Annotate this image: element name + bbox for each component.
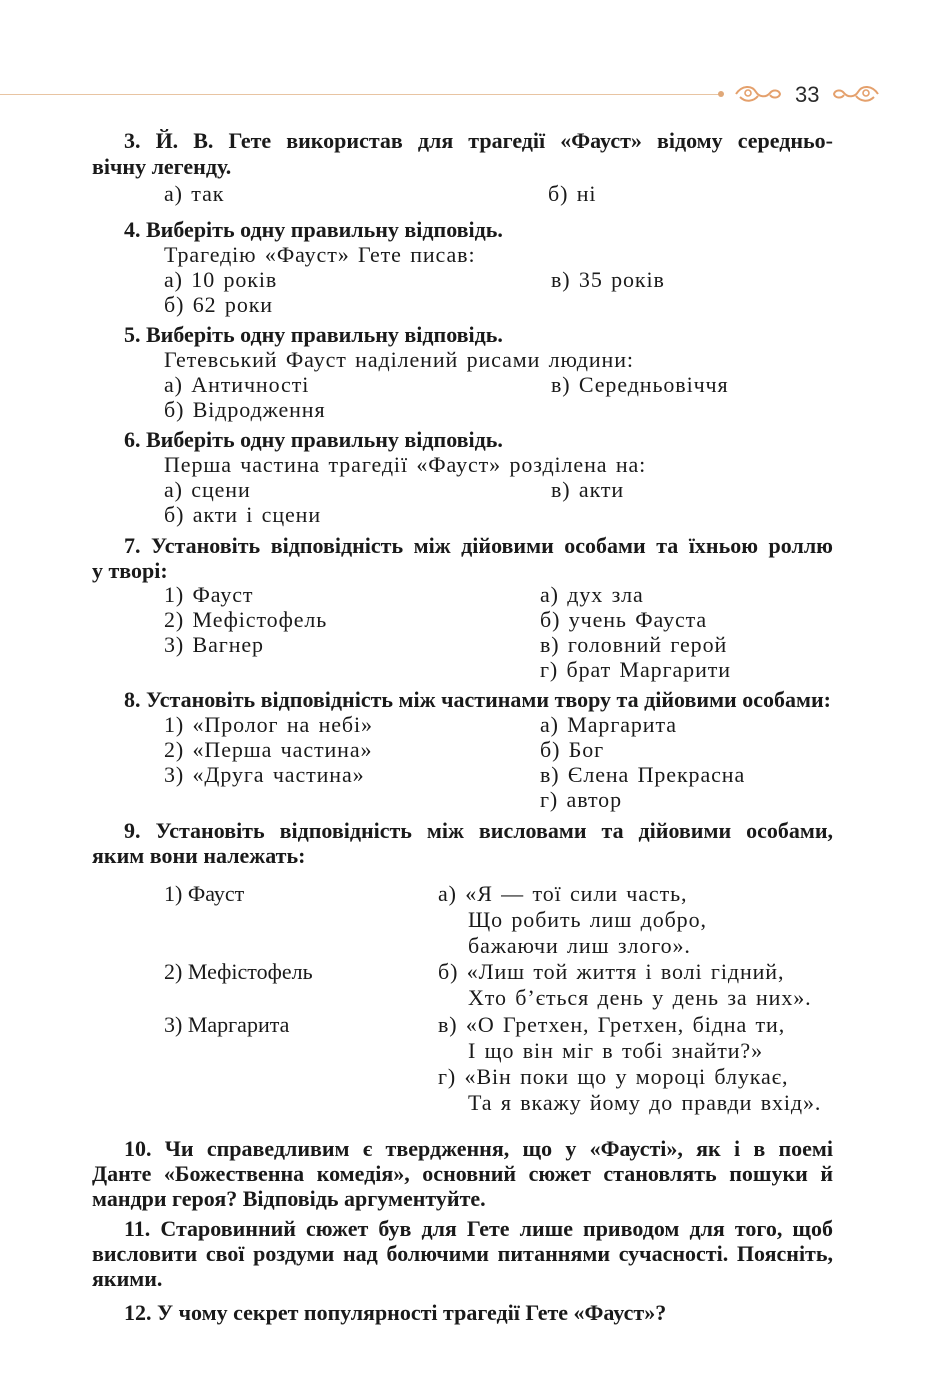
q4-title: 4. Виберіть одну правильну відповідь. [124, 217, 503, 242]
q7-right-item: б) учень Фауста [540, 607, 708, 632]
q9-text-line2: яким вони належать: [92, 843, 306, 868]
q9-quote-line: бажаючи лиш злого». [468, 933, 691, 958]
q5-option-a: а) Античності [164, 372, 310, 397]
q8-left-item: 2) «Перша частина» [164, 737, 373, 762]
q9-left-item: 3) Маргарита [164, 1012, 290, 1037]
q7-text-line1: 7. Установіть відповідність між дійовими особами та їхньою роллю [124, 533, 833, 558]
q10-text-line3: мандри героя? Відповідь аргументуйте. [92, 1186, 486, 1211]
q9-quote-line: а) «Я — тої сили часть, [438, 881, 688, 906]
q10-text-line2: Данте «Божественна комедія», основний сюжет становлять пошуки й [92, 1161, 833, 1186]
q9-left-item: 1) Фауст [164, 881, 245, 906]
q9-text-line1: 9. Установіть відповідність між висловами та дійовими особами, [124, 818, 833, 843]
q4-prompt: Трагедію «Фауст» Гете писав: [164, 242, 476, 267]
q7-text-line2: у творі: [92, 558, 168, 583]
q9-quote-line: Хто б’ється день у день за них». [468, 985, 812, 1010]
q11-text-line1: 11. Старовинний сюжет був для Гете лише приводом для того, щоб [124, 1216, 833, 1241]
q9-quote-line: г) «Він поки що у мороці блукає, [438, 1064, 789, 1089]
q5-option-b: б) Відродження [164, 397, 326, 422]
q11-text-line2: висловити свої роздуми над болючими питаннями сучасності. Поясніть, [92, 1241, 833, 1266]
q6-title: 6. Виберіть одну правильну відповідь. [124, 427, 503, 452]
ornament-right-icon [832, 83, 880, 105]
q9-quote-line: І що він міг в тобі знайти?» [468, 1038, 763, 1063]
q8-left-item: 3) «Друга частина» [164, 762, 365, 787]
q3-text-line1: 3. Й. В. Гете використав для трагедії «Фауст» відому середньо- [124, 128, 833, 153]
q4-option-v: в) 35 років [551, 267, 665, 292]
q9-quote-line: Та я вкажу йому до правди вхід». [468, 1090, 822, 1115]
q9-quote-line: б) «Лиш той життя і волі гідний, [438, 959, 785, 984]
q6-option-a: а) сцени [164, 477, 251, 502]
q6-option-v: в) акти [551, 477, 625, 502]
q8-right-item: б) Бог [540, 737, 605, 762]
q5-option-v: в) Середньовіччя [551, 372, 729, 397]
q7-right-item: а) дух зла [540, 582, 644, 607]
q8-right-item: г) автор [540, 787, 622, 812]
q8-left-item: 1) «Пролог на небі» [164, 712, 373, 737]
q5-prompt: Гетевський Фауст наділений рисами людини: [164, 347, 634, 372]
q3-text-line2: вічну легенду. [92, 154, 232, 179]
q8-title: 8. Установіть відповідність між частинами твору та дійовими особами: [124, 687, 831, 712]
q9-quote-line: Що робить лиш добро, [468, 907, 707, 932]
q7-left-item: 2) Мефістофель [164, 607, 328, 632]
q7-left-item: 1) Фауст [164, 582, 254, 607]
q8-right-item: а) Маргарита [540, 712, 677, 737]
q4-option-a: а) 10 років [164, 267, 278, 292]
q5-title: 5. Виберіть одну правильну відповідь. [124, 322, 503, 347]
q3-option-a: а) так [164, 181, 225, 206]
q4-option-b: б) 62 роки [164, 292, 273, 317]
page-number: 33 [795, 82, 820, 107]
q12-text: 12. У чому секрет популярності трагедії Гете «Фауст»? [124, 1300, 667, 1325]
q6-option-b: б) акти і сцени [164, 502, 322, 527]
q8-right-item: в) Єлена Прекрасна [540, 762, 746, 787]
q7-right-item: г) брат Маргарити [540, 657, 731, 682]
q7-left-item: 3) Вагнер [164, 632, 264, 657]
q10-text-line1: 10. Чи справедливим є твердження, що у «Фаусті», як і в поемі [124, 1136, 833, 1161]
q9-quote-line: в) «О Гретхен, Гретхен, бідна ти, [438, 1012, 786, 1037]
q7-right-item: в) головний герой [540, 632, 728, 657]
q6-prompt: Перша частина трагедії «Фауст» розділена на: [164, 452, 647, 477]
header-rule-dot [718, 91, 724, 97]
q11-text-line3: якими. [92, 1266, 163, 1291]
q3-option-b: б) ні [548, 181, 597, 206]
ornament-left-icon [734, 83, 782, 105]
q9-left-item: 2) Мефістофель [164, 959, 313, 984]
header-rule [0, 94, 722, 95]
